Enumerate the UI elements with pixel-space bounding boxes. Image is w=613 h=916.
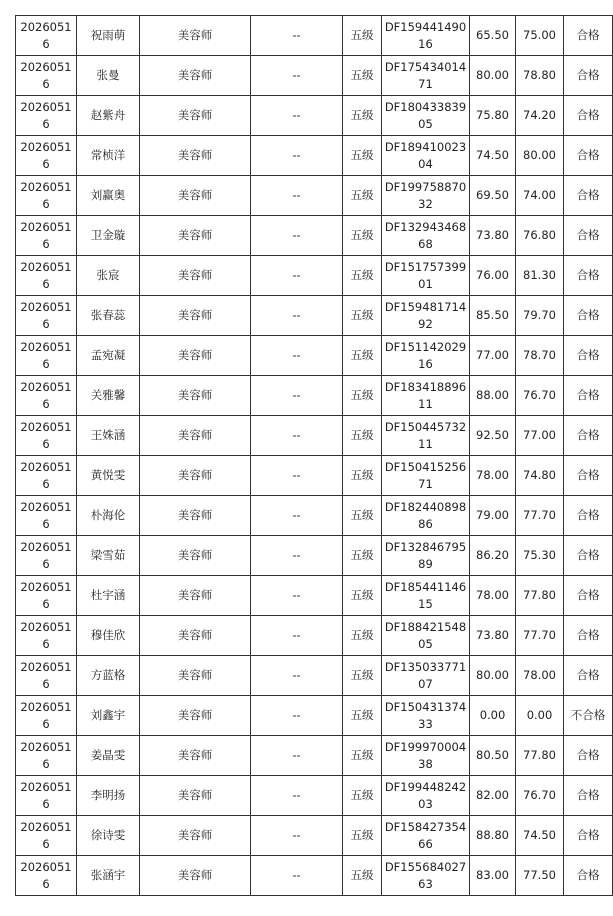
certificate-number-cell: DF18941002304 xyxy=(382,136,470,176)
table-row xyxy=(16,216,613,256)
practical-score-cell: 78.00 xyxy=(516,656,564,696)
result-cell: 合格 xyxy=(564,56,613,96)
theory-score-cell: 69.50 xyxy=(470,176,516,216)
theory-score-cell: 92.50 xyxy=(470,416,516,456)
practical-score-cell: 78.70 xyxy=(516,336,564,376)
table-row xyxy=(16,96,613,136)
certificate-number-cell: DF13294346868 xyxy=(382,216,470,256)
result-cell: 合格 xyxy=(564,776,613,816)
theory-score-cell: 73.80 xyxy=(470,616,516,656)
practical-score-cell: 74.00 xyxy=(516,176,564,216)
result-cell: 合格 xyxy=(564,16,613,56)
practical-score-cell: 77.70 xyxy=(516,616,564,656)
candidate-name-cell: 张春蕊 xyxy=(77,296,140,336)
practical-score-cell: 78.80 xyxy=(516,56,564,96)
certificate-number-cell: DF13284679589 xyxy=(382,536,470,576)
table-row xyxy=(16,256,613,296)
level-cell: 五级 xyxy=(343,376,382,416)
table-row xyxy=(16,576,613,616)
table-row xyxy=(16,856,613,896)
empty-field-cell: -- xyxy=(251,96,343,136)
theory-score-cell: 88.00 xyxy=(470,376,516,416)
certificate-number-cell: DF15041525671 xyxy=(382,456,470,496)
candidate-name-cell: 姜晶雯 xyxy=(77,736,140,776)
practical-score-cell: 79.70 xyxy=(516,296,564,336)
level-cell: 五级 xyxy=(343,336,382,376)
result-cell: 合格 xyxy=(564,656,613,696)
result-cell: 合格 xyxy=(564,216,613,256)
occupation-cell: 美容师 xyxy=(140,296,251,336)
certificate-number-cell: DF18544114615 xyxy=(382,576,470,616)
exam-date-cell: 20260516 xyxy=(16,856,77,896)
result-cell: 合格 xyxy=(564,736,613,776)
level-cell: 五级 xyxy=(343,176,382,216)
practical-score-cell: 77.80 xyxy=(516,736,564,776)
candidate-name-cell: 梁雪茹 xyxy=(77,536,140,576)
occupation-cell: 美容师 xyxy=(140,736,251,776)
exam-date-cell: 20260516 xyxy=(16,736,77,776)
theory-score-cell: 73.80 xyxy=(470,216,516,256)
candidate-name-cell: 祝雨萌 xyxy=(77,16,140,56)
level-cell: 五级 xyxy=(343,736,382,776)
table-row xyxy=(16,296,613,336)
candidate-name-cell: 赵紫舟 xyxy=(77,96,140,136)
empty-field-cell: -- xyxy=(251,336,343,376)
certificate-number-cell: DF15944149016 xyxy=(382,16,470,56)
table-row xyxy=(16,496,613,536)
level-cell: 五级 xyxy=(343,536,382,576)
level-cell: 五级 xyxy=(343,616,382,656)
empty-field-cell: -- xyxy=(251,136,343,176)
table-row xyxy=(16,336,613,376)
level-cell: 五级 xyxy=(343,576,382,616)
occupation-cell: 美容师 xyxy=(140,536,251,576)
table-row xyxy=(16,536,613,576)
certificate-number-cell: DF18842154805 xyxy=(382,616,470,656)
result-cell: 合格 xyxy=(564,616,613,656)
practical-score-cell: 75.30 xyxy=(516,536,564,576)
certificate-number-cell: DF15043137433 xyxy=(382,696,470,736)
exam-date-cell: 20260516 xyxy=(16,816,77,856)
practical-score-cell: 80.00 xyxy=(516,136,564,176)
exam-date-cell: 20260516 xyxy=(16,536,77,576)
level-cell: 五级 xyxy=(343,216,382,256)
empty-field-cell: -- xyxy=(251,656,343,696)
practical-score-cell: 76.80 xyxy=(516,216,564,256)
result-cell: 合格 xyxy=(564,816,613,856)
result-cell: 合格 xyxy=(564,296,613,336)
certificate-number-cell: DF13503377107 xyxy=(382,656,470,696)
table-row xyxy=(16,416,613,456)
table-row xyxy=(16,376,613,416)
theory-score-cell: 79.00 xyxy=(470,496,516,536)
certificate-number-cell: DF17543401471 xyxy=(382,56,470,96)
exam-date-cell: 20260516 xyxy=(16,256,77,296)
candidate-name-cell: 黄悦雯 xyxy=(77,456,140,496)
candidate-name-cell: 张涵宇 xyxy=(77,856,140,896)
level-cell: 五级 xyxy=(343,56,382,96)
empty-field-cell: -- xyxy=(251,576,343,616)
empty-field-cell: -- xyxy=(251,776,343,816)
exam-date-cell: 20260516 xyxy=(16,496,77,536)
theory-score-cell: 0.00 xyxy=(470,696,516,736)
result-cell: 合格 xyxy=(564,576,613,616)
exam-date-cell: 20260516 xyxy=(16,296,77,336)
exam-date-cell: 20260516 xyxy=(16,136,77,176)
certificate-number-cell: DF18043383905 xyxy=(382,96,470,136)
result-cell: 合格 xyxy=(564,416,613,456)
empty-field-cell: -- xyxy=(251,416,343,456)
occupation-cell: 美容师 xyxy=(140,816,251,856)
empty-field-cell: -- xyxy=(251,536,343,576)
empty-field-cell: -- xyxy=(251,296,343,336)
exam-date-cell: 20260516 xyxy=(16,416,77,456)
theory-score-cell: 80.50 xyxy=(470,736,516,776)
level-cell: 五级 xyxy=(343,696,382,736)
table-row xyxy=(16,736,613,776)
occupation-cell: 美容师 xyxy=(140,856,251,896)
level-cell: 五级 xyxy=(343,256,382,296)
certificate-number-cell: DF15044573211 xyxy=(382,416,470,456)
occupation-cell: 美容师 xyxy=(140,376,251,416)
certificate-number-cell: DF19944824203 xyxy=(382,776,470,816)
practical-score-cell: 77.70 xyxy=(516,496,564,536)
theory-score-cell: 78.00 xyxy=(470,456,516,496)
candidate-name-cell: 卫金璇 xyxy=(77,216,140,256)
level-cell: 五级 xyxy=(343,856,382,896)
theory-score-cell: 86.20 xyxy=(470,536,516,576)
occupation-cell: 美容师 xyxy=(140,176,251,216)
theory-score-cell: 80.00 xyxy=(470,656,516,696)
empty-field-cell: -- xyxy=(251,56,343,96)
theory-score-cell: 74.50 xyxy=(470,136,516,176)
level-cell: 五级 xyxy=(343,296,382,336)
empty-field-cell: -- xyxy=(251,216,343,256)
exam-date-cell: 20260516 xyxy=(16,616,77,656)
certificate-number-cell: DF18244089886 xyxy=(382,496,470,536)
empty-field-cell: -- xyxy=(251,456,343,496)
practical-score-cell: 81.30 xyxy=(516,256,564,296)
table-row xyxy=(16,616,613,656)
occupation-cell: 美容师 xyxy=(140,336,251,376)
table-body xyxy=(16,16,613,896)
candidate-name-cell: 孟宛凝 xyxy=(77,336,140,376)
result-cell: 合格 xyxy=(564,176,613,216)
empty-field-cell: -- xyxy=(251,496,343,536)
occupation-cell: 美容师 xyxy=(140,576,251,616)
practical-score-cell: 75.00 xyxy=(516,16,564,56)
candidate-name-cell: 杜宇涵 xyxy=(77,576,140,616)
empty-field-cell: -- xyxy=(251,816,343,856)
exam-date-cell: 20260516 xyxy=(16,376,77,416)
occupation-cell: 美容师 xyxy=(140,96,251,136)
table-row xyxy=(16,696,613,736)
theory-score-cell: 78.00 xyxy=(470,576,516,616)
practical-score-cell: 74.80 xyxy=(516,456,564,496)
level-cell: 五级 xyxy=(343,496,382,536)
exam-date-cell: 20260516 xyxy=(16,176,77,216)
empty-field-cell: -- xyxy=(251,616,343,656)
practical-score-cell: 76.70 xyxy=(516,376,564,416)
result-cell: 合格 xyxy=(564,456,613,496)
theory-score-cell: 82.00 xyxy=(470,776,516,816)
result-cell: 合格 xyxy=(564,376,613,416)
occupation-cell: 美容师 xyxy=(140,616,251,656)
exam-date-cell: 20260516 xyxy=(16,576,77,616)
empty-field-cell: -- xyxy=(251,696,343,736)
empty-field-cell: -- xyxy=(251,256,343,296)
occupation-cell: 美容师 xyxy=(140,256,251,296)
practical-score-cell: 77.50 xyxy=(516,856,564,896)
candidate-name-cell: 常桢洋 xyxy=(77,136,140,176)
exam-date-cell: 20260516 xyxy=(16,456,77,496)
practical-score-cell: 77.00 xyxy=(516,416,564,456)
occupation-cell: 美容师 xyxy=(140,656,251,696)
result-cell: 合格 xyxy=(564,136,613,176)
certificate-number-cell: DF15175739901 xyxy=(382,256,470,296)
practical-score-cell: 76.70 xyxy=(516,776,564,816)
certificate-number-cell: DF15842735466 xyxy=(382,816,470,856)
certificate-number-cell: DF15948171492 xyxy=(382,296,470,336)
theory-score-cell: 88.80 xyxy=(470,816,516,856)
certificate-number-cell: DF15114202916 xyxy=(382,336,470,376)
candidate-name-cell: 张曼 xyxy=(77,56,140,96)
level-cell: 五级 xyxy=(343,16,382,56)
empty-field-cell: -- xyxy=(251,376,343,416)
table-row xyxy=(16,456,613,496)
result-cell: 合格 xyxy=(564,336,613,376)
exam-date-cell: 20260516 xyxy=(16,56,77,96)
exam-date-cell: 20260516 xyxy=(16,656,77,696)
result-cell: 不合格 xyxy=(564,696,613,736)
exam-date-cell: 20260516 xyxy=(16,96,77,136)
results-table xyxy=(15,15,613,896)
exam-date-cell: 20260516 xyxy=(16,696,77,736)
table-row xyxy=(16,656,613,696)
table-row xyxy=(16,136,613,176)
occupation-cell: 美容师 xyxy=(140,696,251,736)
theory-score-cell: 65.50 xyxy=(470,16,516,56)
occupation-cell: 美容师 xyxy=(140,416,251,456)
certificate-number-cell: DF18341889611 xyxy=(382,376,470,416)
occupation-cell: 美容师 xyxy=(140,456,251,496)
table-row xyxy=(16,776,613,816)
candidate-name-cell: 穆佳欣 xyxy=(77,616,140,656)
empty-field-cell: -- xyxy=(251,736,343,776)
table-row xyxy=(16,16,613,56)
candidate-name-cell: 王姝涵 xyxy=(77,416,140,456)
candidate-name-cell: 方蓝格 xyxy=(77,656,140,696)
result-cell: 合格 xyxy=(564,256,613,296)
empty-field-cell: -- xyxy=(251,856,343,896)
theory-score-cell: 77.00 xyxy=(470,336,516,376)
level-cell: 五级 xyxy=(343,456,382,496)
practical-score-cell: 0.00 xyxy=(516,696,564,736)
level-cell: 五级 xyxy=(343,776,382,816)
occupation-cell: 美容师 xyxy=(140,56,251,96)
candidate-name-cell: 刘鑫宇 xyxy=(77,696,140,736)
result-cell: 合格 xyxy=(564,856,613,896)
exam-date-cell: 20260516 xyxy=(16,776,77,816)
candidate-name-cell: 刘赢奥 xyxy=(77,176,140,216)
exam-date-cell: 20260516 xyxy=(16,16,77,56)
level-cell: 五级 xyxy=(343,416,382,456)
practical-score-cell: 77.80 xyxy=(516,576,564,616)
candidate-name-cell: 关雅馨 xyxy=(77,376,140,416)
practical-score-cell: 74.50 xyxy=(516,816,564,856)
empty-field-cell: -- xyxy=(251,16,343,56)
occupation-cell: 美容师 xyxy=(140,16,251,56)
certificate-number-cell: DF19997000438 xyxy=(382,736,470,776)
table-row xyxy=(16,816,613,856)
practical-score-cell: 74.20 xyxy=(516,96,564,136)
level-cell: 五级 xyxy=(343,816,382,856)
level-cell: 五级 xyxy=(343,96,382,136)
result-cell: 合格 xyxy=(564,96,613,136)
table-row xyxy=(16,56,613,96)
occupation-cell: 美容师 xyxy=(140,776,251,816)
theory-score-cell: 76.00 xyxy=(470,256,516,296)
candidate-name-cell: 张宸 xyxy=(77,256,140,296)
exam-date-cell: 20260516 xyxy=(16,336,77,376)
theory-score-cell: 75.80 xyxy=(470,96,516,136)
occupation-cell: 美容师 xyxy=(140,496,251,536)
occupation-cell: 美容师 xyxy=(140,216,251,256)
certificate-number-cell: DF15568402763 xyxy=(382,856,470,896)
occupation-cell: 美容师 xyxy=(140,136,251,176)
theory-score-cell: 83.00 xyxy=(470,856,516,896)
level-cell: 五级 xyxy=(343,136,382,176)
table-row xyxy=(16,176,613,216)
certificate-number-cell: DF19975887032 xyxy=(382,176,470,216)
theory-score-cell: 85.50 xyxy=(470,296,516,336)
level-cell: 五级 xyxy=(343,656,382,696)
theory-score-cell: 80.00 xyxy=(470,56,516,96)
result-cell: 合格 xyxy=(564,536,613,576)
empty-field-cell: -- xyxy=(251,176,343,216)
candidate-name-cell: 李明扬 xyxy=(77,776,140,816)
result-cell: 合格 xyxy=(564,496,613,536)
candidate-name-cell: 徐诗雯 xyxy=(77,816,140,856)
exam-date-cell: 20260516 xyxy=(16,216,77,256)
candidate-name-cell: 朴海伦 xyxy=(77,496,140,536)
